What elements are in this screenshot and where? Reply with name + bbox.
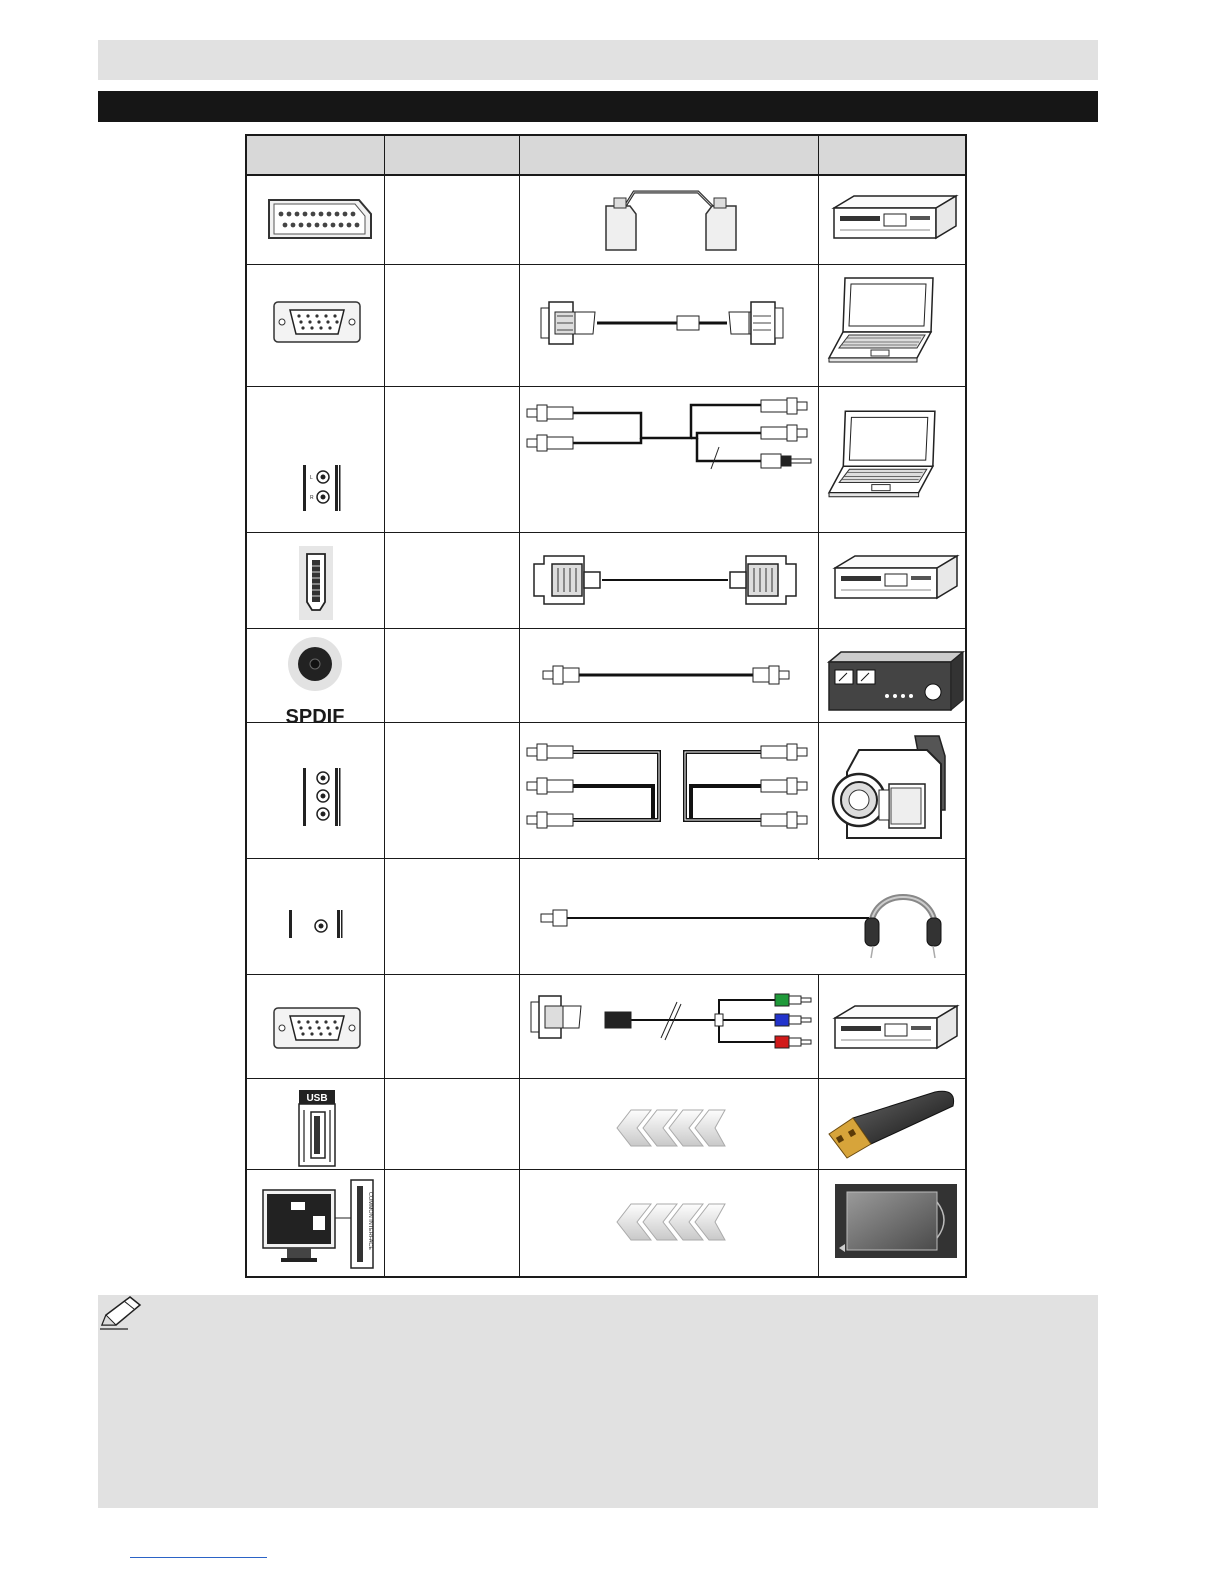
dvd-player-icon — [833, 1004, 959, 1056]
usb-stick-icon — [825, 1088, 959, 1162]
vga-socket-icon — [272, 298, 362, 346]
page-header-bar — [98, 40, 1098, 80]
connection-table — [245, 134, 967, 1278]
pencil-note-icon — [98, 1295, 144, 1331]
headphone-cable-icon — [539, 904, 869, 932]
insert-arrows-icon — [611, 1108, 727, 1148]
ypbpr-vga-socket-icon — [272, 1004, 362, 1052]
hdmi-cable-icon — [532, 548, 798, 612]
row-divider — [247, 1078, 965, 1079]
row-divider — [247, 386, 965, 387]
footer-link-underline — [130, 1557, 267, 1558]
ci-slot-label: COMMON INTERFACE — [367, 1192, 373, 1251]
pc-audio-cable-icon — [523, 393, 815, 489]
column-divider — [818, 974, 819, 1276]
table-header-row — [247, 136, 965, 176]
spdif-label: SPDIF — [285, 706, 345, 728]
rca-av-cable-icon — [523, 740, 813, 832]
column-divider — [818, 136, 819, 860]
row-divider — [247, 532, 965, 533]
svg-text:L: L — [310, 475, 313, 481]
svg-text:R: R — [310, 495, 314, 501]
audio-lr-socket-icon — [301, 461, 341, 515]
laptop-icon — [827, 404, 941, 500]
row-divider — [247, 264, 965, 265]
spdif-socket-icon — [247, 636, 383, 728]
dvd-player-icon — [833, 554, 959, 606]
row-divider — [247, 974, 965, 975]
vga-cable-icon — [527, 298, 797, 348]
laptop-icon — [827, 272, 939, 364]
ypbpr-component-cable-icon — [525, 984, 815, 1062]
coaxial-cable-icon — [539, 660, 795, 690]
usb-label: USB — [306, 1093, 328, 1104]
column-divider — [384, 136, 385, 1276]
column-divider — [519, 136, 520, 1276]
insert-arrows-icon — [611, 1202, 727, 1242]
note-box — [98, 1295, 1098, 1508]
scart-socket-icon — [265, 194, 375, 244]
row-divider — [247, 628, 965, 629]
av-socket-icon — [301, 766, 341, 828]
usb-socket-icon — [297, 1088, 337, 1168]
hdmi-socket-icon — [299, 546, 333, 620]
row-divider — [247, 858, 965, 859]
cam-module-icon — [833, 1182, 959, 1260]
headphone-socket-icon — [287, 906, 345, 942]
scart-cable-icon — [602, 188, 742, 252]
row-divider — [247, 1169, 965, 1170]
section-title-bar — [98, 91, 1098, 122]
ci-slot-icon — [261, 1178, 377, 1270]
camcorder-icon — [829, 730, 949, 848]
headphones-icon — [863, 876, 943, 960]
dvd-player-icon — [832, 194, 958, 246]
audio-amplifier-icon — [827, 648, 965, 714]
